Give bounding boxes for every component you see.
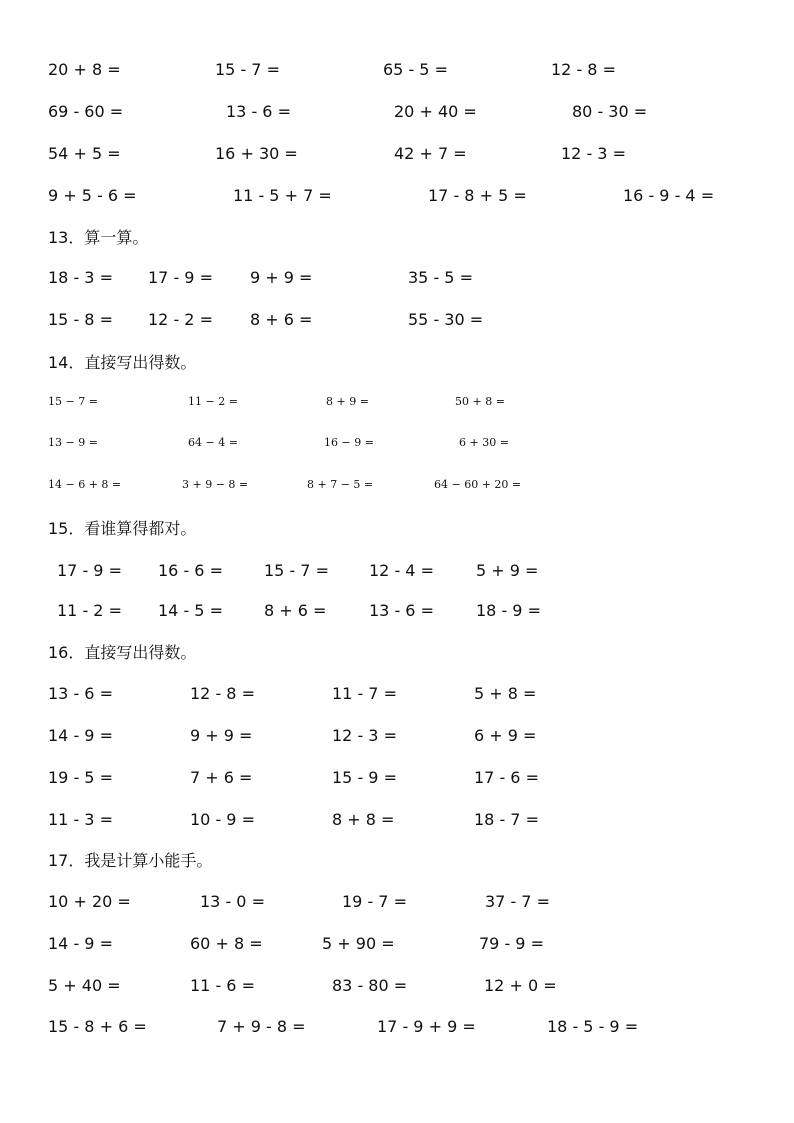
problem: 19 - 7 = — [342, 892, 407, 911]
problem: 12 - 3 = — [561, 144, 626, 163]
question-14-title: 14．直接写出得数。 — [48, 353, 197, 372]
problem: 8 + 9 = — [326, 395, 369, 408]
question-16-title: 16．直接写出得数。 — [48, 643, 197, 662]
problem: 14 - 5 = — [158, 601, 223, 620]
problem: 13 - 0 = — [200, 892, 265, 911]
problem: 54 + 5 = — [48, 144, 121, 163]
problem: 17 - 8 + 5 = — [428, 186, 527, 205]
problem: 13 - 6 = — [369, 601, 434, 620]
problem: 12 - 8 = — [190, 684, 255, 703]
problem: 14 − 6 + 8 = — [48, 478, 122, 491]
problem: 64 − 4 = — [188, 436, 238, 449]
problem: 16 + 30 = — [215, 144, 298, 163]
problem: 16 - 9 - 4 = — [623, 186, 715, 205]
problem: 12 - 2 = — [148, 310, 213, 329]
problem: 65 - 5 = — [383, 60, 448, 79]
problem: 8 + 6 = — [250, 310, 313, 329]
problem: 18 - 3 = — [48, 268, 113, 287]
problem: 8 + 7 − 5 = — [307, 478, 374, 491]
problem: 79 - 9 = — [479, 934, 544, 953]
problem: 50 + 8 = — [455, 395, 505, 408]
problem: 42 + 7 = — [394, 144, 467, 163]
problem: 83 - 80 = — [332, 976, 408, 995]
question-13-title: 13．算一算。 — [48, 228, 149, 247]
problem: 9 + 5 - 6 = — [48, 186, 137, 205]
problem: 5 + 40 = — [48, 976, 121, 995]
problem: 10 + 20 = — [48, 892, 131, 911]
problem: 5 + 8 = — [474, 684, 537, 703]
problem: 7 + 9 - 8 = — [217, 1017, 306, 1036]
problem: 6 + 30 = — [459, 436, 509, 449]
question-17-title: 17．我是计算小能手。 — [48, 851, 213, 870]
problem: 12 - 4 = — [369, 561, 434, 580]
problem: 14 - 9 = — [48, 934, 113, 953]
problem: 10 - 9 = — [190, 810, 255, 829]
problem: 5 + 9 = — [476, 561, 539, 580]
problem: 7 + 6 = — [190, 768, 253, 787]
problem: 11 - 6 = — [190, 976, 255, 995]
problem: 37 - 7 = — [485, 892, 550, 911]
problem: 20 + 40 = — [394, 102, 477, 121]
problem: 12 - 8 = — [551, 60, 616, 79]
problem: 15 - 8 = — [48, 310, 113, 329]
problem: 11 - 7 = — [332, 684, 397, 703]
problem: 16 − 9 = — [324, 436, 374, 449]
problem: 13 - 6 = — [226, 102, 291, 121]
problem: 17 - 9 = — [148, 268, 213, 287]
problem: 15 - 8 + 6 = — [48, 1017, 147, 1036]
problem: 15 - 7 = — [264, 561, 329, 580]
problem: 12 + 0 = — [484, 976, 557, 995]
problem: 20 + 8 = — [48, 60, 121, 79]
problem: 12 - 3 = — [332, 726, 397, 745]
problem: 16 - 6 = — [158, 561, 223, 580]
problem: 17 - 9 = — [57, 561, 122, 580]
problem: 18 - 7 = — [474, 810, 539, 829]
problem: 11 − 2 = — [188, 395, 238, 408]
problem: 17 - 9 + 9 = — [377, 1017, 476, 1036]
problem: 15 - 9 = — [332, 768, 397, 787]
problem: 13 - 6 = — [48, 684, 113, 703]
question-15-title: 15．看谁算得都对。 — [48, 519, 197, 538]
problem: 19 - 5 = — [48, 768, 113, 787]
problem: 8 + 8 = — [332, 810, 395, 829]
problem: 5 + 90 = — [322, 934, 395, 953]
problem: 69 - 60 = — [48, 102, 124, 121]
problem: 3 + 9 − 8 = — [182, 478, 249, 491]
problem: 64 − 60 + 20 = — [434, 478, 522, 491]
problem: 11 - 3 = — [48, 810, 113, 829]
problem: 15 - 7 = — [215, 60, 280, 79]
problem: 9 + 9 = — [250, 268, 313, 287]
problem: 11 - 2 = — [57, 601, 122, 620]
problem: 35 - 5 = — [408, 268, 473, 287]
problem: 17 - 6 = — [474, 768, 539, 787]
problem: 8 + 6 = — [264, 601, 327, 620]
problem: 13 − 9 = — [48, 436, 98, 449]
problem: 18 - 9 = — [476, 601, 541, 620]
problem: 15 − 7 = — [48, 395, 98, 408]
problem: 60 + 8 = — [190, 934, 263, 953]
problem: 14 - 9 = — [48, 726, 113, 745]
problem: 80 - 30 = — [572, 102, 648, 121]
problem: 9 + 9 = — [190, 726, 253, 745]
problem: 6 + 9 = — [474, 726, 537, 745]
problem: 55 - 30 = — [408, 310, 484, 329]
problem: 11 - 5 + 7 = — [233, 186, 332, 205]
problem: 18 - 5 - 9 = — [547, 1017, 639, 1036]
